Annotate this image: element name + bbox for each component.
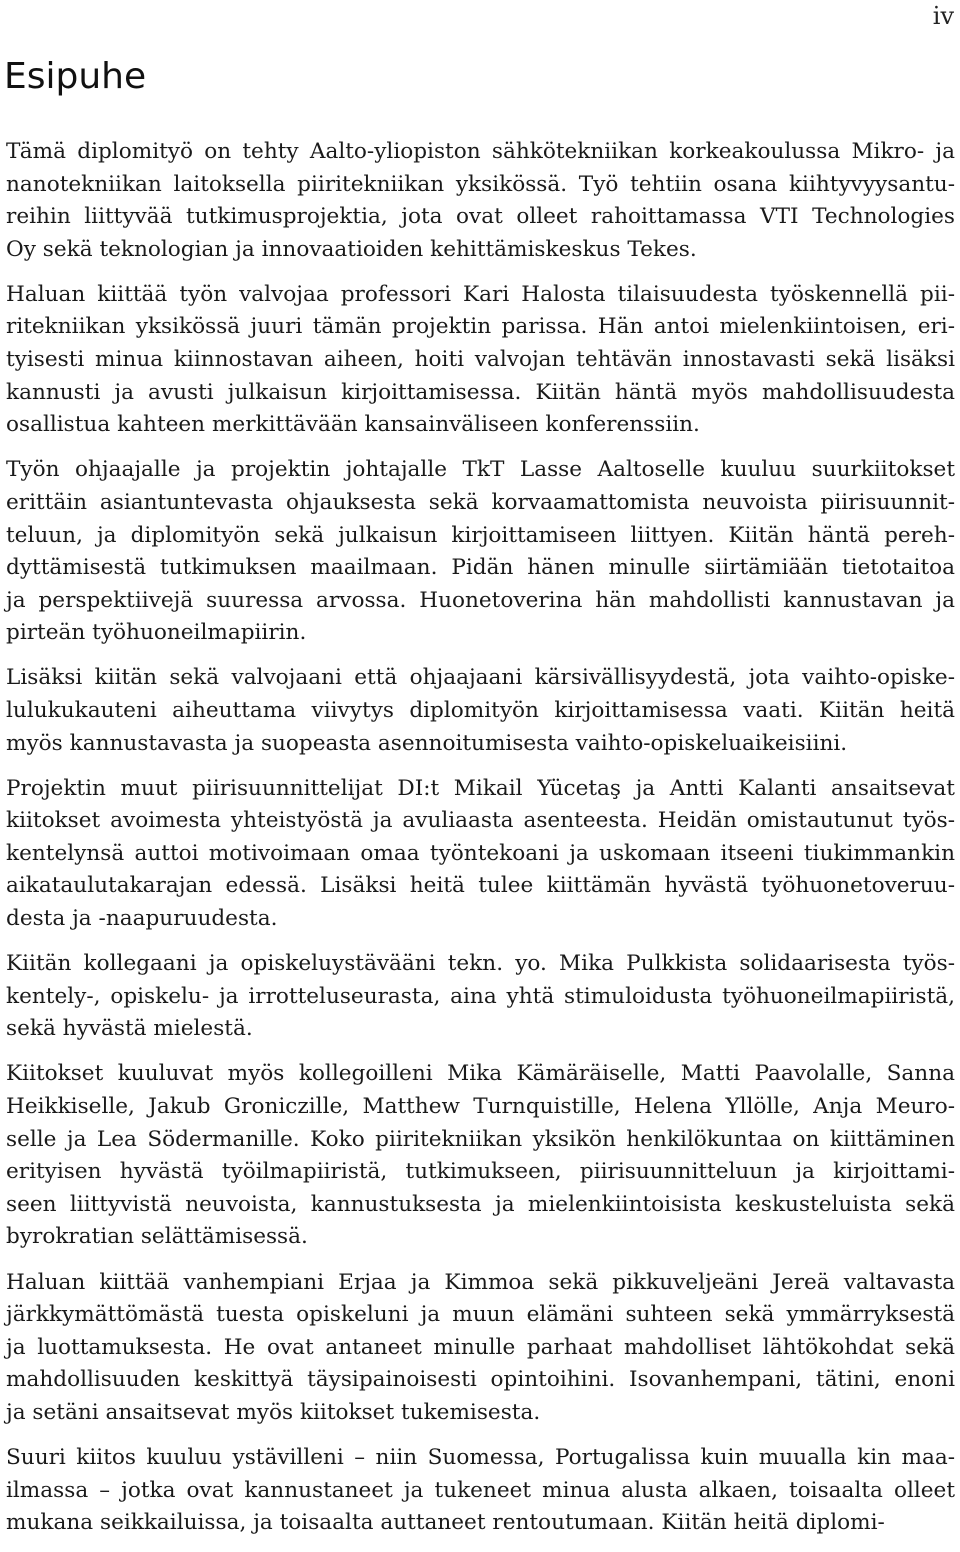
text-line: desta ja -naapuruudesta. xyxy=(6,906,278,932)
text-line: ja luottamuksesta. He ovat antaneet minulle parhaat mahdolliset lähtökohdat sekä xyxy=(6,1334,955,1360)
text-line: Oy sekä teknologian ja innovaatioiden kehittämiskeskus Tekes. xyxy=(6,236,697,262)
text-line: järkkymättömästä tuesta opiskeluni ja muun elämäni suhteen sekä ymmärryksestä xyxy=(6,1302,955,1328)
document-body xyxy=(6,136,955,1552)
paragraph-9 xyxy=(6,1442,955,1540)
text-line: kannusti ja avusti julkaisun kirjoittamisessa. Kiitän häntä myös mahdollisuudesta xyxy=(6,379,955,405)
text-line: mahdollisuuden keskittyä täysipainoisesti opintoihini. Isovanhempani, tätini, enoni xyxy=(6,1367,955,1393)
text-line: dyttämisestä tutkimuksen maailmaan. Pidän hänen minulle siirtämiään tietotaitoa xyxy=(6,555,955,581)
text-line: Tämä diplomityö on tehty Aalto-yliopiston sähkötekniikan korkeakoulussa Mikro- ja xyxy=(6,139,955,164)
text-line: Projektin muut piirisuunnittelijat DI:t Mikail Yücetaş ja Antti Kalanti ansaitsevat xyxy=(6,775,955,801)
paragraph-7 xyxy=(6,1058,955,1254)
text-line: erittäin asiantuntevasta ohjauksesta sekä korvaamattomista neuvoista piirisuunnit- xyxy=(6,489,955,515)
text-line: Kiitokset kuuluvat myös kollegoilleni Mika Kämäräiselle, Matti Paavolalle, Sanna xyxy=(6,1061,955,1087)
text-line: teluun, ja diplomityön sekä julkaisun kirjoittamiseen liittyen. Kiitän häntä pereh- xyxy=(6,522,955,548)
text-line: Haluan kiittää vanhempiani Erjaa ja Kimmoa sekä pikkuveljeäni Jereä valtavasta xyxy=(6,1269,955,1295)
text-line: kentelynsä auttoi motivoimaan omaa työntekoani ja uskomaan itseeni tiukimmankin xyxy=(6,840,955,866)
text-line: nanotekniikan laitoksella piiritekniikan yksikössä. Työ tehtiin osana kiihtyvyysantu- xyxy=(6,171,955,197)
text-line: tyisesti minua kiinnostavan aiheen, hoiti valvojan tehtävän innostavasti sekä lisäksi xyxy=(6,347,955,373)
text-line: seen liittyvistä neuvoista, kannustuksesta ja mielenkiintoisista keskusteluista sekä xyxy=(6,1191,955,1217)
paragraph-8 xyxy=(6,1267,955,1430)
page-title: Esipuhe xyxy=(4,56,147,97)
text-line: kiitokset avoimesta yhteistyöstä ja avuliaasta asenteesta. Heidän omistautunut työs- xyxy=(6,808,955,834)
text-line: osallistua kahteen merkittävään kansainväliseen konferenssiin. xyxy=(6,412,700,438)
text-line: ja setäni ansaitsevat myös kiitokset tukemisesta. xyxy=(6,1399,541,1425)
text-line: Heikkiselle, Jakub Groniczille, Matthew Turnquistille, Helena Yllölle, Anja Meuro- xyxy=(6,1094,955,1120)
text-line: aikataulutakarajan edessä. Lisäksi heitä tulee kiittämän hyvästä työhuonetoveruu- xyxy=(6,873,955,899)
text-line: ritekniikan yksikössä juuri tämän projektin parissa. Hän antoi mielenkiintoisen, eri- xyxy=(6,314,955,340)
text-line: sekä hyvästä mielestä. xyxy=(6,1016,253,1042)
text-line: Suuri kiitos kuuluu ystävilleni – niin Suomessa, Portugalissa kuin muualla kin maa- xyxy=(6,1444,955,1470)
paragraph-3 xyxy=(6,454,955,650)
text-line: reihin liittyvää tutkimusprojektia, jota ovat olleet rahoittamassa VTI Technologies xyxy=(6,204,955,230)
text-line: myös kannustavasta ja suopeasta asennoitumisesta vaihto-opiskeluaikeisiini. xyxy=(6,730,848,756)
text-line: pirteän työhuoneilmapiirin. xyxy=(6,620,307,646)
text-line: Työn ohjaajalle ja projektin johtajalle TkT Lasse Aaltoselle kuuluu suurkiitokset xyxy=(6,457,955,483)
paragraph-2 xyxy=(6,279,955,442)
paragraph-5 xyxy=(6,773,955,936)
page-number: iv xyxy=(932,2,954,30)
text-line: ja perspektiivejä suuressa arvossa. Huonetoverina hän mahdollisti kannustavan ja xyxy=(6,587,955,613)
text-line: erityisen hyvästä työilmapiiristä, tutkimukseen, piirisuunnitteluun ja kirjoittami- xyxy=(6,1159,955,1185)
text-line: Kiitän kollegaani ja opiskeluystävääni tekn. yo. Mika Pulkkista solidaarisesta työs- xyxy=(6,951,955,977)
text-line: mukana seikkailuissa, ja toisaalta auttaneet rentoutumaan. Kiitän heitä diplomi- xyxy=(6,1510,885,1536)
paragraph-6 xyxy=(6,948,955,1046)
paragraph-1 xyxy=(6,136,955,266)
text-line: Lisäksi kiitän sekä valvojaani että ohjaajaani kärsivällisyydestä, jota vaihto-opiske- xyxy=(6,665,955,691)
text-line: kentely-, opiskelu- ja irrotteluseurasta, aina yhtä stimuloidusta työhuoneilmapiiristä, xyxy=(6,983,955,1009)
text-line: byrokratian selättämisessä. xyxy=(6,1224,308,1250)
text-line: Haluan kiittää työn valvojaa professori Kari Halosta tilaisuudesta työskennellä pii- xyxy=(6,281,955,307)
text-line: ilmassa – jotka ovat kannustaneet ja tukeneet minua alusta alkaen, toisaalta olleet xyxy=(6,1477,955,1503)
text-line: selle ja Lea Södermanille. Koko piiritekniikan yksikön henkilökuntaa on kiittäminen xyxy=(6,1126,955,1152)
paragraph-4 xyxy=(6,662,955,760)
text-line: lulukukauteni aiheuttama viivytys diplomityön kirjoittamisessa vaati. Kiitän heitä xyxy=(6,698,955,723)
